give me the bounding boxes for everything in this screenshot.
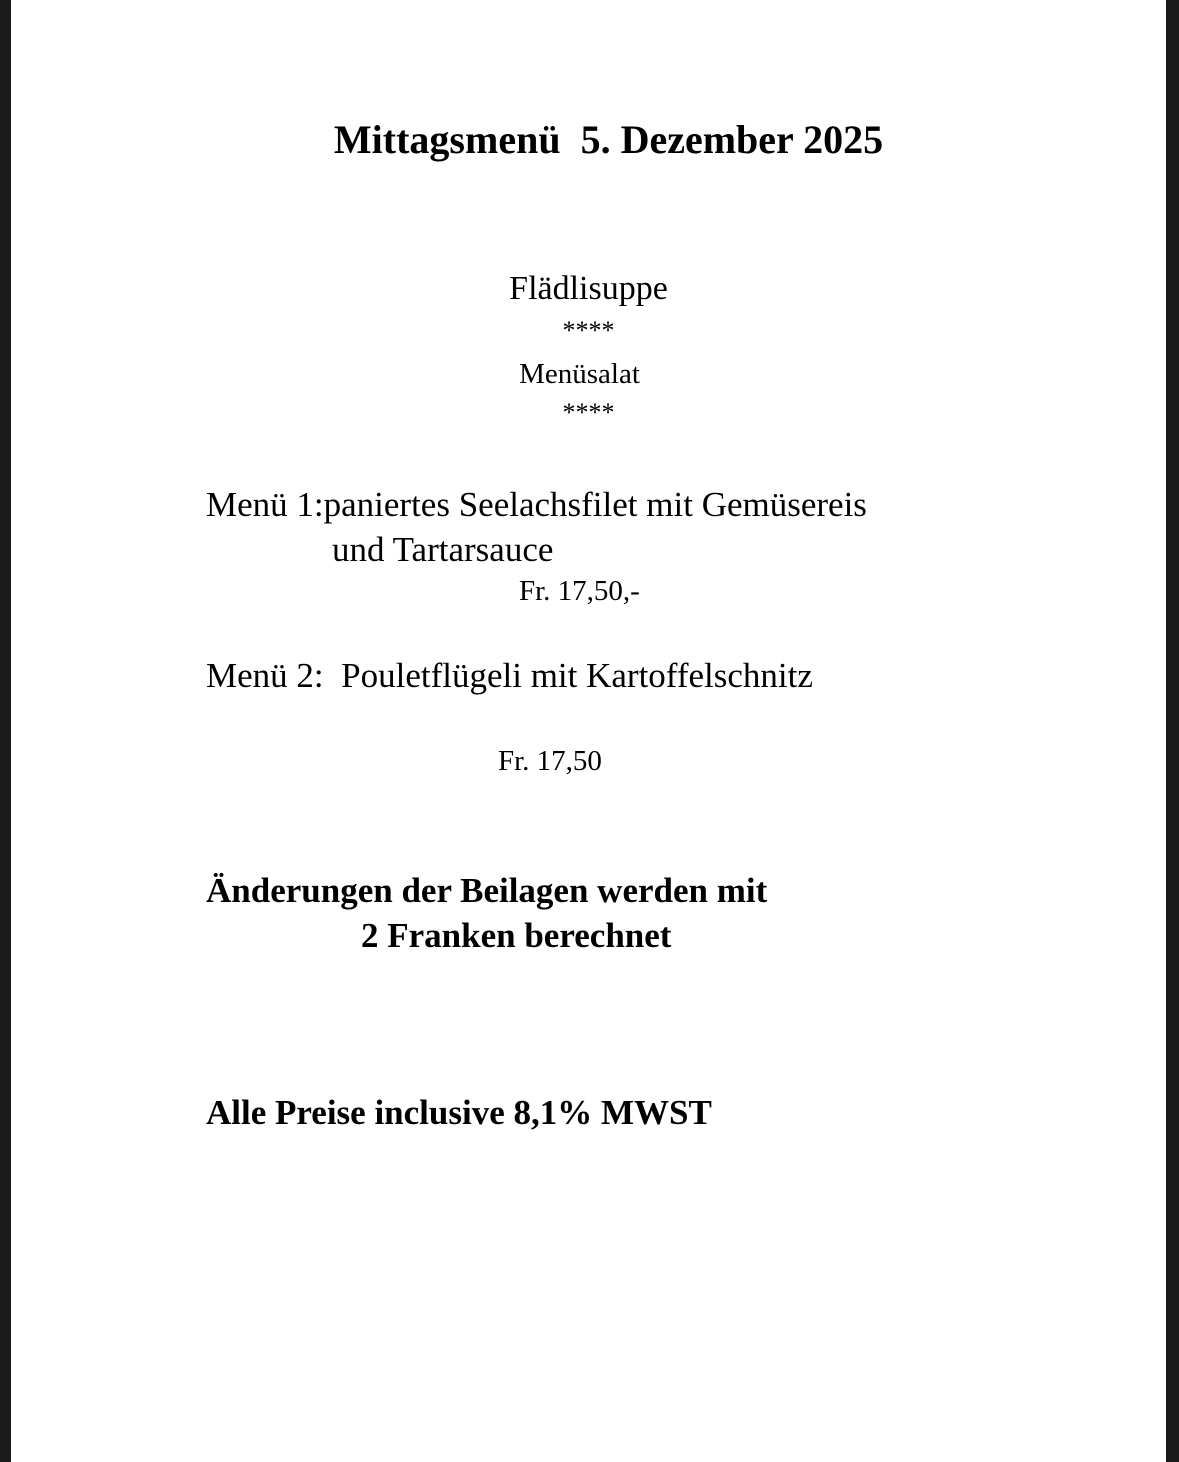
vat-note: Alle Preise inclusive 8,1% MWST (206, 1093, 712, 1132)
menu2-line: Menü 2: Pouletflügeli mit Kartoffelschnitz (206, 656, 813, 695)
menu-page (11, 0, 1166, 1462)
menu1-line2: und Tartarsauce (332, 530, 554, 569)
page-title: Mittagsmenü 5. Dezember 2025 (333, 117, 884, 162)
menu1-line1: Menü 1:paniertes Seelachsfilet mit Gemüsereis (206, 485, 867, 524)
soup-item: Flädlisuppe (509, 270, 668, 307)
separator: **** (562, 316, 615, 345)
salad-item: Menüsalat (519, 358, 640, 390)
sides-note-line2: 2 Franken berechnet (361, 916, 672, 955)
menu1-price: Fr. 17,50,- (519, 575, 640, 607)
separator: **** (562, 398, 615, 427)
sides-note-line1: Änderungen der Beilagen werden mit (206, 871, 768, 910)
menu2-price: Fr. 17,50 (498, 745, 602, 777)
